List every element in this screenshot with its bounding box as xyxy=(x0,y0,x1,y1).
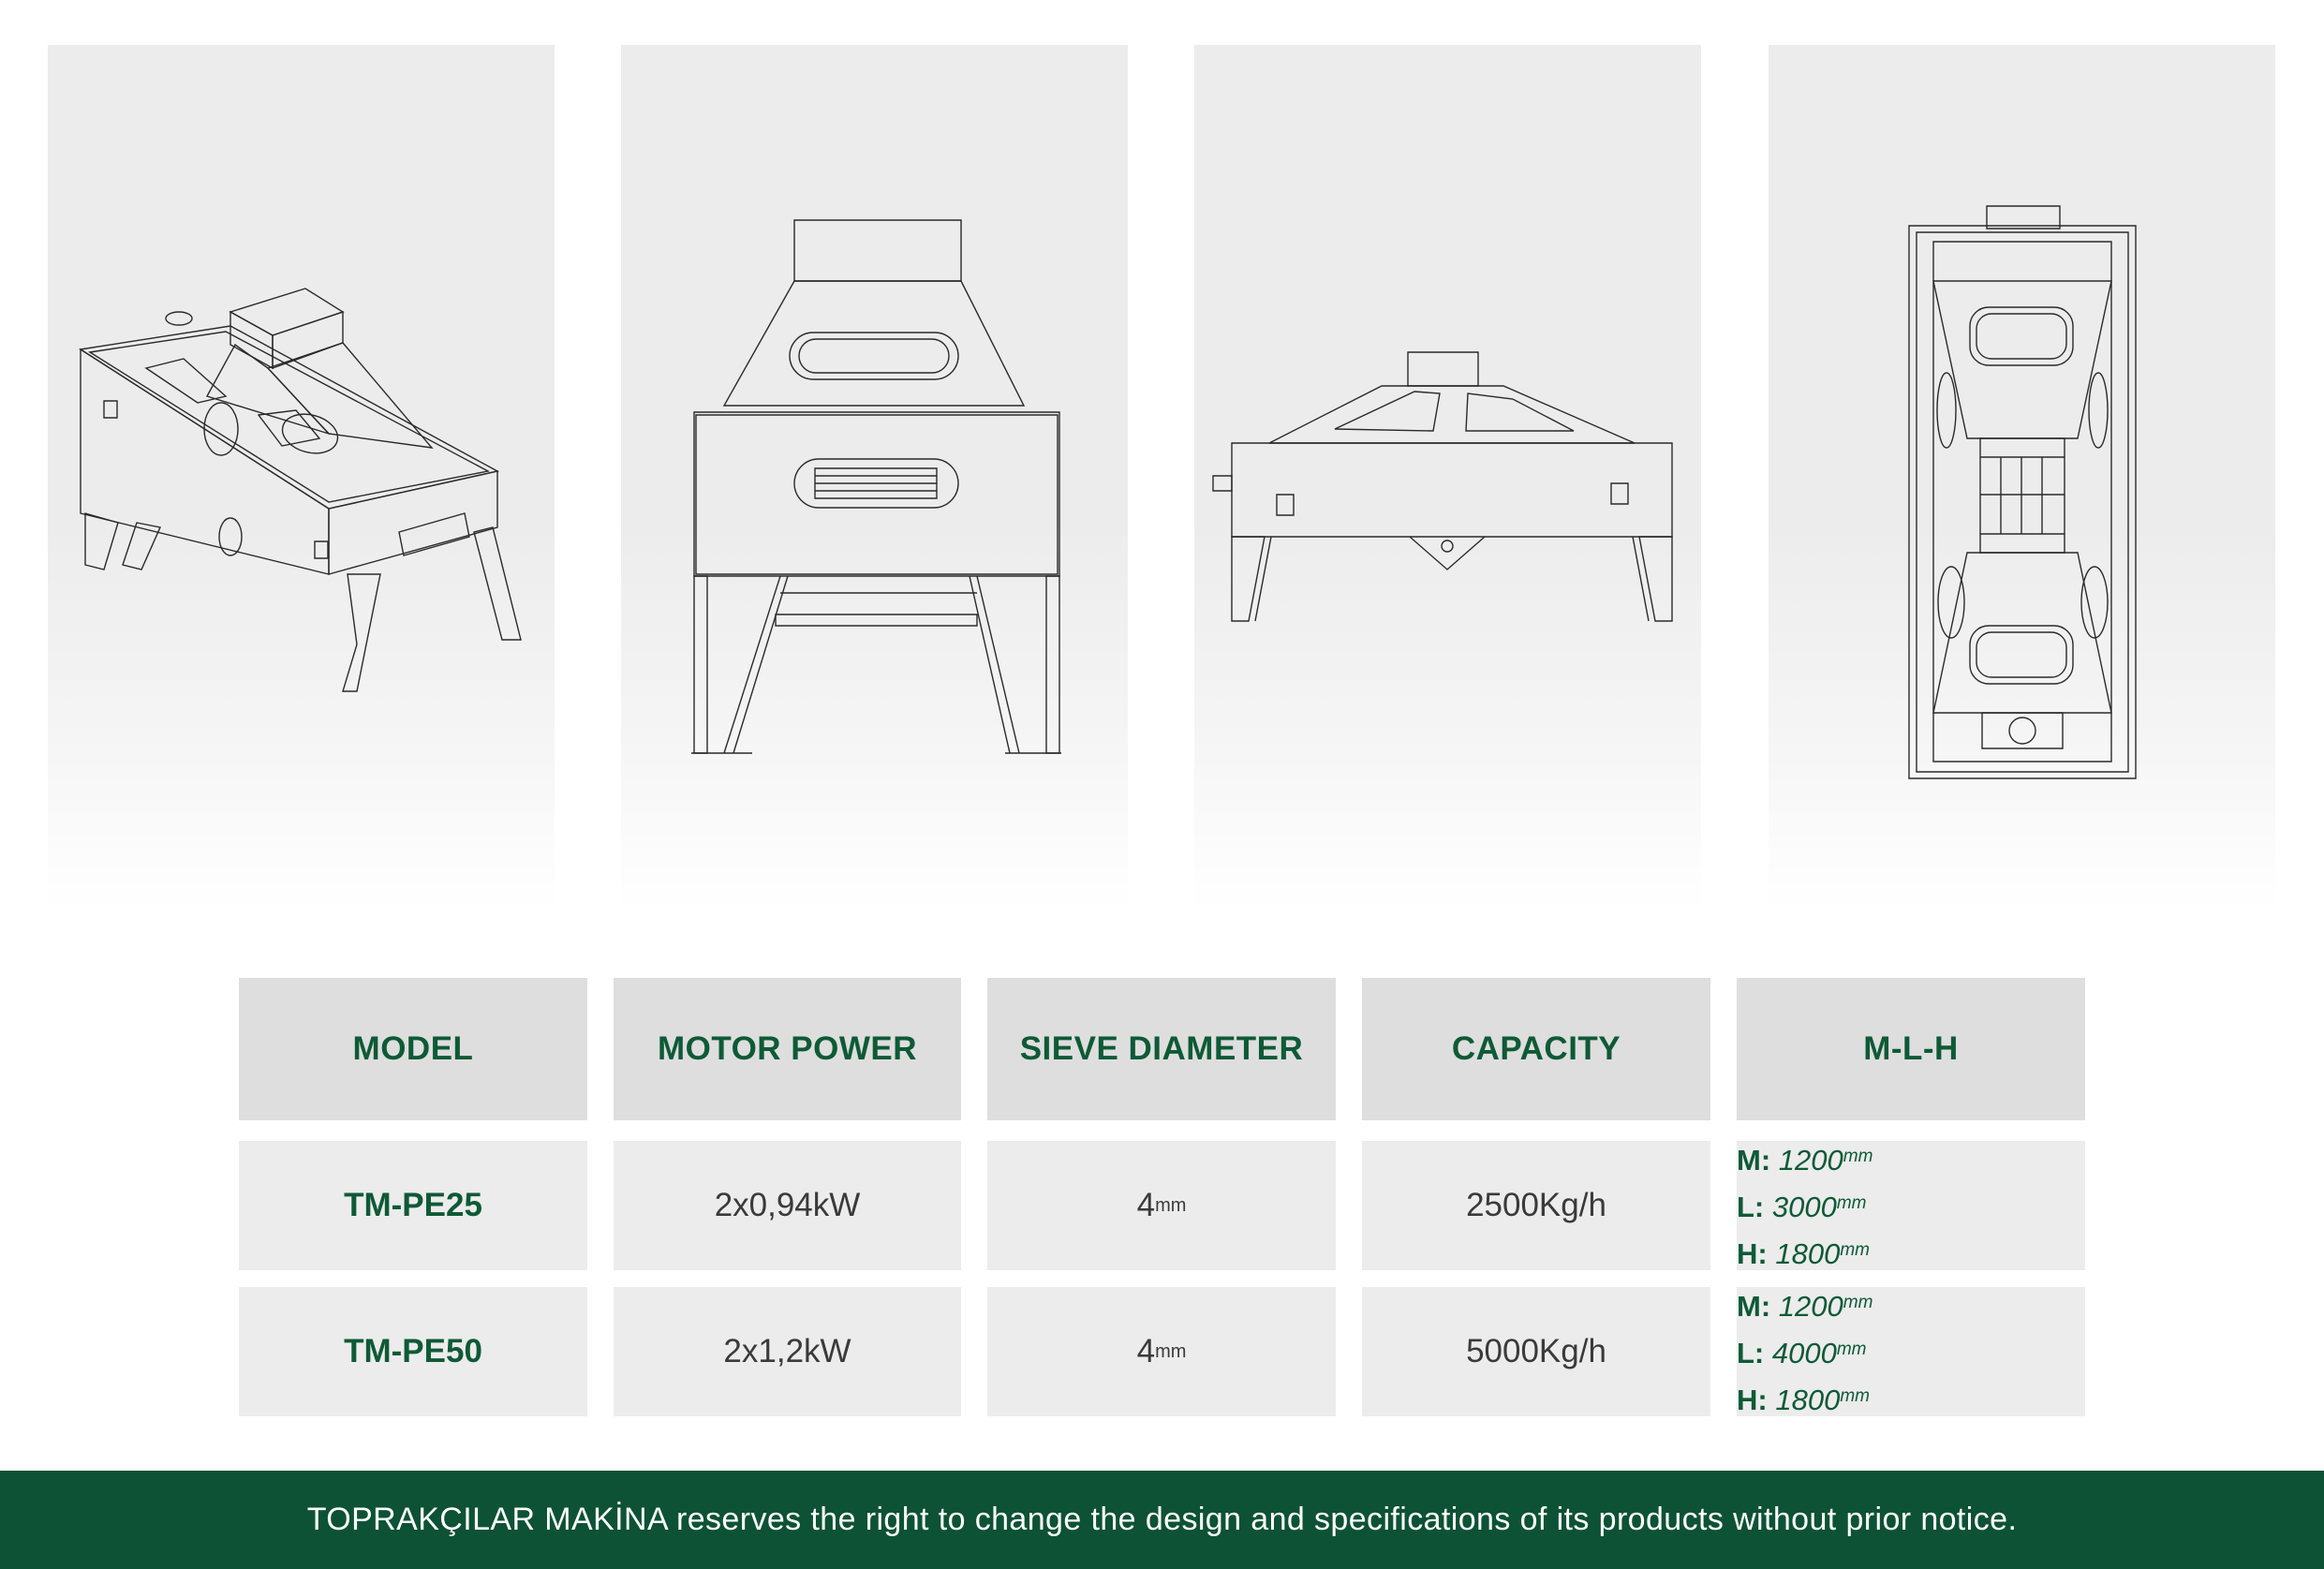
drawing-panel-top xyxy=(1769,45,2275,910)
row1-m-unit: mm xyxy=(1843,1147,1873,1166)
row2-sieve-diameter xyxy=(987,1287,1336,1416)
row2-mlh xyxy=(1737,1287,2085,1416)
footer-notice: TOPRAKÇILAR MAKİNA reserves the right to change the design and specifications of its products without prior notice. xyxy=(306,1502,2018,1537)
row1-h-key: H: xyxy=(1737,1237,1768,1270)
row1-model: TM-PE25 xyxy=(239,1141,587,1270)
machine-side-drawing xyxy=(621,45,1128,910)
row1-l-value: 3000 xyxy=(1771,1191,1837,1223)
row1-l-unit: mm xyxy=(1836,1193,1867,1213)
row1-sieve-unit: mm xyxy=(1155,1194,1187,1216)
header-capacity: CAPACITY xyxy=(1362,978,1710,1120)
machine-isometric-drawing xyxy=(48,45,555,910)
row2-l-unit: mm xyxy=(1836,1340,1867,1359)
row1-mlh xyxy=(1737,1141,2085,1270)
row2-l-value: 4000 xyxy=(1771,1337,1837,1369)
row2-l-key: L: xyxy=(1737,1337,1765,1369)
row1-h-value: 1800 xyxy=(1775,1237,1841,1270)
row2-capacity: 5000Kg/h xyxy=(1362,1287,1710,1416)
row2-l-line xyxy=(1737,1328,1867,1375)
drawing-panel-front xyxy=(1194,45,1701,910)
row1-l-key: L: xyxy=(1737,1191,1765,1223)
row1-sieve-value: 4 xyxy=(1136,1187,1156,1223)
row1-h-line xyxy=(1737,1229,1870,1276)
row2-m-unit: mm xyxy=(1843,1293,1873,1312)
row2-model: TM-PE50 xyxy=(239,1287,587,1416)
row2-h-value: 1800 xyxy=(1775,1384,1841,1416)
row2-m-value: 1200 xyxy=(1778,1290,1843,1323)
footer-bar xyxy=(0,1471,2324,1569)
row1-sieve-diameter xyxy=(987,1141,1336,1270)
row1-m-value: 1200 xyxy=(1778,1144,1843,1177)
header-model: MODEL xyxy=(239,978,587,1120)
row1-capacity: 2500Kg/h xyxy=(1362,1141,1710,1270)
row2-sieve-unit: mm xyxy=(1155,1340,1187,1362)
row1-l-line xyxy=(1737,1182,1867,1229)
header-sieve-diameter: SIEVE DIAMETER xyxy=(987,978,1336,1120)
drawing-panel-isometric xyxy=(48,45,555,910)
machine-front-drawing xyxy=(1194,45,1701,910)
row2-h-line xyxy=(1737,1375,1870,1422)
machine-top-drawing xyxy=(1769,45,2275,910)
row2-motor-power: 2x1,2kW xyxy=(614,1287,961,1416)
row2-m-line xyxy=(1737,1281,1873,1328)
row1-motor-power: 2x0,94kW xyxy=(614,1141,961,1270)
header-motor-power: MOTOR POWER xyxy=(614,978,961,1120)
row2-h-unit: mm xyxy=(1840,1386,1870,1406)
row2-m-key: M: xyxy=(1737,1290,1771,1323)
row1-m-key: M: xyxy=(1737,1144,1771,1177)
row2-sieve-value: 4 xyxy=(1136,1333,1156,1369)
header-mlh: M-L-H xyxy=(1737,978,2085,1120)
drawing-panel-side xyxy=(621,45,1128,910)
row1-h-unit: mm xyxy=(1840,1240,1870,1260)
row1-m-line xyxy=(1737,1135,1873,1182)
row2-h-key: H: xyxy=(1737,1384,1768,1416)
